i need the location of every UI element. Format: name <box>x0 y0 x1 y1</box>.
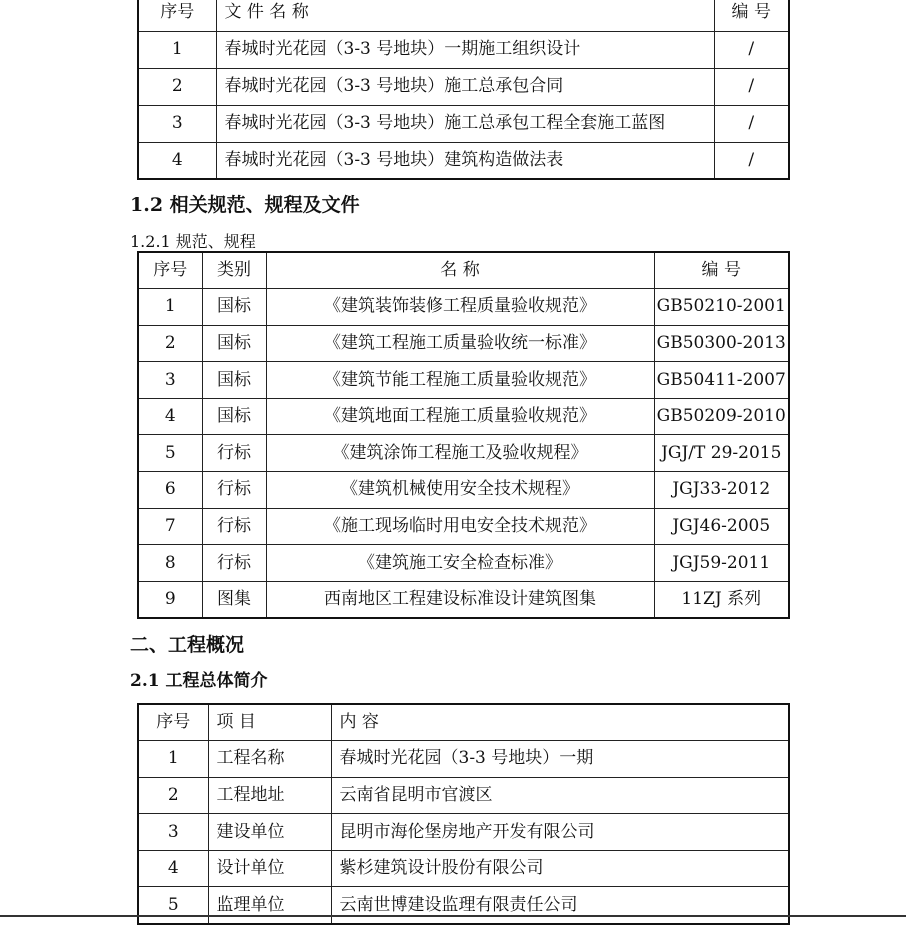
row-number: 7 <box>138 508 202 545</box>
item-content: 紫杉建筑设计股份有限公司 <box>331 850 789 887</box>
table-row <box>138 581 789 618</box>
table-row <box>138 887 789 924</box>
row-number: 2 <box>138 325 202 362</box>
row-number: 3 <box>138 105 216 142</box>
document-code: / <box>714 105 789 142</box>
section-heading-2: 二、工程概况 <box>130 634 245 656</box>
header-cell: 名 称 <box>266 252 654 289</box>
category: 行标 <box>202 472 266 509</box>
standard-code: JGJ46-2005 <box>654 508 789 545</box>
header-cell: 项 目 <box>208 704 331 741</box>
table-row <box>138 850 789 887</box>
header-cell: 编 号 <box>714 0 789 31</box>
document-name: 春城时光花园（3-3 号地块）施工总承包工程全套施工蓝图 <box>216 105 714 142</box>
standard-name: 《建筑机械使用安全技术规程》 <box>266 472 654 509</box>
row-number: 2 <box>138 68 216 105</box>
table-row <box>138 435 789 472</box>
table-header-row <box>138 252 789 289</box>
section-heading-2-1: 2.1 工程总体简介 <box>130 671 268 691</box>
category: 国标 <box>202 398 266 435</box>
document-name: 春城时光花园（3-3 号地块）施工总承包合同 <box>216 68 714 105</box>
document-code: / <box>714 68 789 105</box>
table-row <box>138 142 789 179</box>
standard-code: JGJ59-2011 <box>654 545 789 582</box>
row-number: 9 <box>138 581 202 618</box>
project-overview-table <box>137 703 790 925</box>
table-row <box>138 741 789 778</box>
header-cell: 文 件 名 称 <box>216 0 714 31</box>
standard-name: 《建筑节能工程施工质量验收规范》 <box>266 362 654 399</box>
document-name: 春城时光花园（3-3 号地块）建筑构造做法表 <box>216 142 714 179</box>
row-number: 1 <box>138 741 208 778</box>
category: 国标 <box>202 362 266 399</box>
row-number: 6 <box>138 472 202 509</box>
reference-documents-table <box>137 0 790 180</box>
table-row <box>138 289 789 326</box>
page-bottom-divider <box>0 915 906 917</box>
standard-name: 《施工现场临时用电安全技术规范》 <box>266 508 654 545</box>
item-content: 云南省昆明市官渡区 <box>331 777 789 814</box>
header-cell: 内 容 <box>331 704 789 741</box>
category: 国标 <box>202 325 266 362</box>
standard-name: 《建筑工程施工质量验收统一标准》 <box>266 325 654 362</box>
table-header-row <box>138 0 789 31</box>
item-label: 工程名称 <box>208 741 331 778</box>
document-code: / <box>714 142 789 179</box>
header-cell: 序号 <box>138 704 208 741</box>
standard-code: GB50411-2007 <box>654 362 789 399</box>
standard-code: GB50300-2013 <box>654 325 789 362</box>
item-content: 云南世博建设监理有限责任公司 <box>331 887 789 924</box>
category: 行标 <box>202 435 266 472</box>
document-name: 春城时光花园（3-3 号地块）一期施工组织设计 <box>216 31 714 68</box>
table-header-row <box>138 704 789 741</box>
item-label: 建设单位 <box>208 814 331 851</box>
table-row <box>138 398 789 435</box>
standard-code: 11ZJ 系列 <box>654 581 789 618</box>
item-label: 设计单位 <box>208 850 331 887</box>
table-row <box>138 31 789 68</box>
category: 行标 <box>202 545 266 582</box>
table-row <box>138 777 789 814</box>
table-row <box>138 105 789 142</box>
header-cell: 编 号 <box>654 252 789 289</box>
item-content: 春城时光花园（3-3 号地块）一期 <box>331 741 789 778</box>
standard-name: 《建筑涂饰工程施工及验收规程》 <box>266 435 654 472</box>
item-label: 工程地址 <box>208 777 331 814</box>
section-heading-1-2: 1.2 相关规范、规程及文件 <box>130 194 360 216</box>
table-row <box>138 545 789 582</box>
standard-name: 《建筑施工安全检查标准》 <box>266 545 654 582</box>
row-number: 1 <box>138 289 202 326</box>
row-number: 5 <box>138 887 208 924</box>
row-number: 8 <box>138 545 202 582</box>
standard-code: GB50209-2010 <box>654 398 789 435</box>
standard-name: 《建筑装饰装修工程质量验收规范》 <box>266 289 654 326</box>
row-number: 2 <box>138 777 208 814</box>
item-label: 监理单位 <box>208 887 331 924</box>
table-row <box>138 508 789 545</box>
row-number: 4 <box>138 850 208 887</box>
row-number: 4 <box>138 142 216 179</box>
row-number: 5 <box>138 435 202 472</box>
header-cell: 序号 <box>138 252 202 289</box>
document-code: / <box>714 31 789 68</box>
standard-code: GB50210-2001 <box>654 289 789 326</box>
table-row <box>138 68 789 105</box>
standard-name: 《建筑地面工程施工质量验收规范》 <box>266 398 654 435</box>
row-number: 3 <box>138 814 208 851</box>
item-content: 昆明市海伦堡房地产开发有限公司 <box>331 814 789 851</box>
table-row <box>138 362 789 399</box>
row-number: 3 <box>138 362 202 399</box>
table-row <box>138 814 789 851</box>
row-number: 1 <box>138 31 216 68</box>
standard-name: 西南地区工程建设标准设计建筑图集 <box>266 581 654 618</box>
table-row <box>138 325 789 362</box>
standards-table <box>137 251 790 619</box>
standard-code: JGJ/T 29-2015 <box>654 435 789 472</box>
category: 图集 <box>202 581 266 618</box>
category: 国标 <box>202 289 266 326</box>
subsection-heading-1-2-1: 1.2.1 规范、规程 <box>130 232 256 251</box>
table-row <box>138 472 789 509</box>
row-number: 4 <box>138 398 202 435</box>
category: 行标 <box>202 508 266 545</box>
standard-code: JGJ33-2012 <box>654 472 789 509</box>
header-cell: 类别 <box>202 252 266 289</box>
header-cell: 序号 <box>138 0 216 31</box>
